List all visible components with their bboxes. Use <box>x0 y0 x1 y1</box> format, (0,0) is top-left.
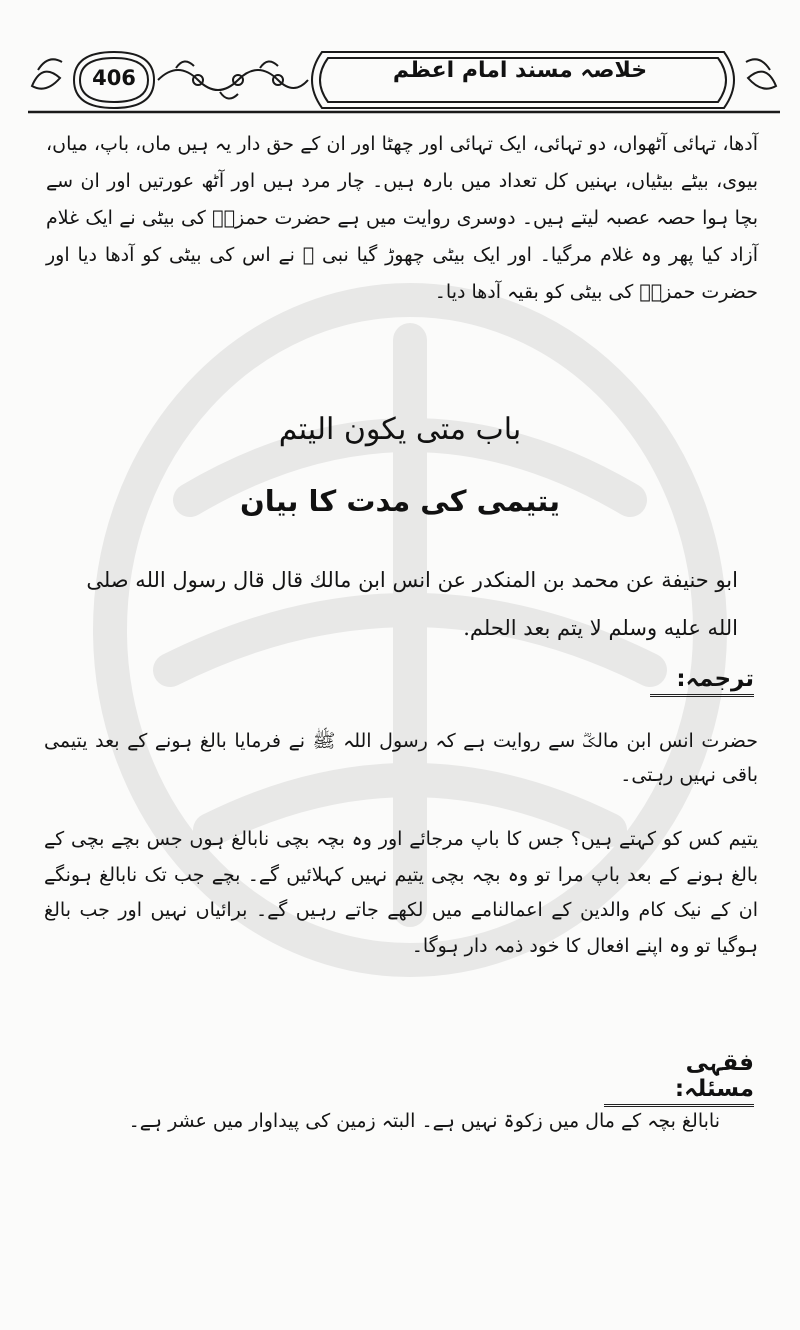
heading-fiqh-issue: فقہی مسئلہ: <box>604 1050 754 1107</box>
hadith-arabic-text: ابو حنيفة عن محمد بن المنكدر عن انس ابن مالك قال قال رسول الله صلى الله عليه وسلم لا يتم بعد الحلم. <box>86 568 738 641</box>
heading-translation: ترجمہ: <box>650 666 754 697</box>
chapter-title-urdu: یتیمی کی مدت کا بیان <box>240 484 560 518</box>
paragraph-inheritance: آدھا، تہائی آٹھواں، دو تہائی، ایک تہائی اور چھٹا اور ان کے حق دار یہ ہیں ماں، باپ، میاں، بیوی، بیٹے بیٹیاں، بہنیں کل تعداد میں بارہ ہیں۔ چار مرد ہیں اور آٹھ عورتیں اور ان سے بچا ہوا حصہ عصبہ لیتے ہیں۔ دوسری روایت میں ہے حضرت حمزہؓ کی بیٹی نے ایک غلام آزاد کیا پھر وہ غلام مرگیا۔ اور ایک بیٹی چھوڑ گیا نبی ﷺ نے اس کی بیٹی کو آدھا دیا اور حضرت حمزہؓ کی بیٹی کو بقیہ آدھا دیا۔ <box>46 133 758 304</box>
translation-text: حضرت انس ابن مالکؓ سے روایت ہے کہ رسول اللہ ﷺ نے فرمایا بالغ ہونے کے بعد یتیمی باقی نہیں رہتی۔ <box>44 730 758 787</box>
fiqh-issue-text: نابالغ بچہ کے مال میں زکوۃ نہیں ہے۔ البتہ زمین کی پیداوار میں عشر ہے۔ <box>128 1110 720 1132</box>
explanation-text: یتیم کس کو کہتے ہیں؟ جس کا باپ مرجائے اور وہ بچہ بچی نابالغ ہوں جس بچے بچی کے بالغ ہونے کے بعد باپ مرا تو وہ بچہ بچی یتیم نہیں کہلائیں گے۔ بچے جب تک نابالغ ہونگے ان کے نیک کام والدین کے اعمالنامے میں لکھے جاتے رہیں گے۔ برائیاں نہیں اور جب بالغ ہوگیا تو وہ اپنے افعال کا خود ذمہ دار ہوگا۔ <box>44 828 758 958</box>
chapter-title-arabic: باب متى يكون اليتم <box>278 412 522 447</box>
running-title: خلاصہ مسند امام اعظم <box>392 58 648 83</box>
page-number: 406 <box>92 66 136 90</box>
